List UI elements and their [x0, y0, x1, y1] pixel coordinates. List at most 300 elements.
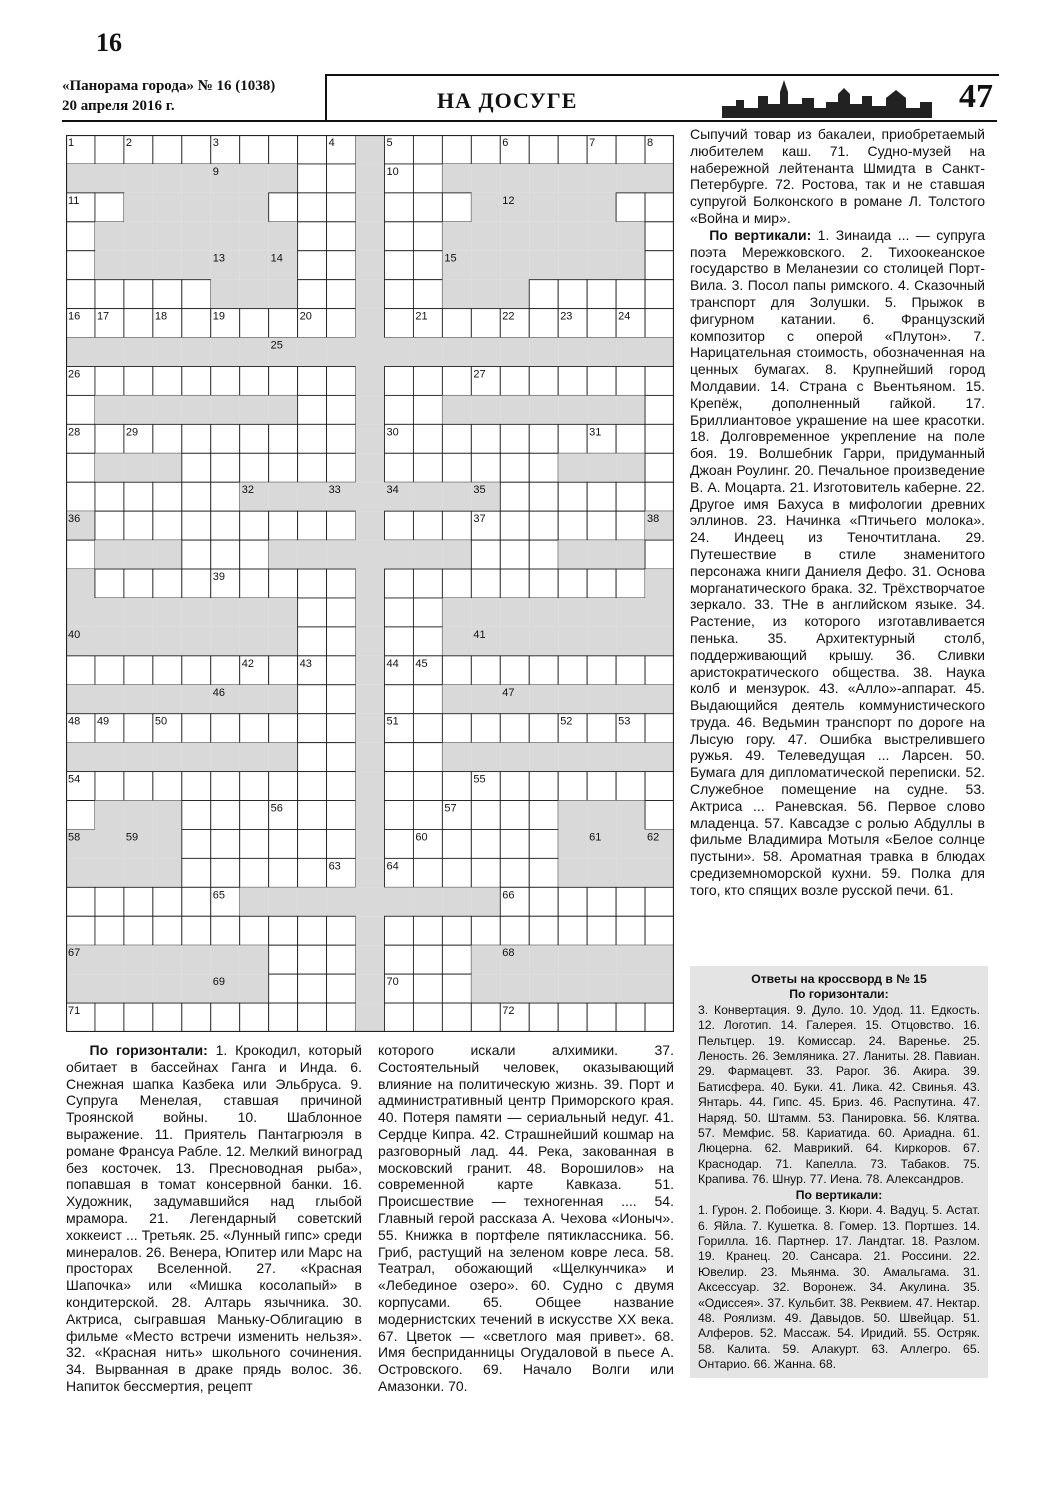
crossword-cell[interactable] [645, 309, 674, 338]
crossword-cell[interactable] [327, 1003, 356, 1032]
crossword-cell[interactable] [269, 511, 298, 540]
crossword-cell[interactable] [124, 511, 153, 540]
crossword-cell[interactable] [95, 772, 124, 801]
crossword-cell[interactable] [500, 511, 529, 540]
crossword-cell[interactable] [442, 1003, 471, 1032]
crossword-cell[interactable] [384, 627, 413, 656]
crossword-cell[interactable] [384, 801, 413, 830]
crossword-cell[interactable] [240, 424, 269, 453]
crossword-cell[interactable] [182, 424, 211, 453]
crossword-cell[interactable] [529, 424, 558, 453]
crossword-cell[interactable] [182, 280, 211, 309]
crossword-cell[interactable] [645, 916, 674, 945]
crossword-cell[interactable] [298, 685, 327, 714]
crossword-cell[interactable] [442, 511, 471, 540]
crossword-cell[interactable] [645, 714, 674, 743]
crossword-cell[interactable] [95, 887, 124, 916]
crossword-cell[interactable] [66, 395, 95, 424]
crossword-cell[interactable] [442, 656, 471, 685]
crossword-cell[interactable] [66, 540, 95, 569]
crossword-cell[interactable] [269, 974, 298, 1003]
crossword-cell[interactable] [413, 598, 442, 627]
crossword-cell[interactable] [124, 569, 153, 598]
crossword-cell[interactable] [500, 772, 529, 801]
crossword-cell[interactable] [211, 540, 240, 569]
crossword-cell[interactable] [211, 772, 240, 801]
crossword-cell[interactable] [587, 569, 616, 598]
crossword-cell[interactable] [95, 280, 124, 309]
crossword-cell[interactable] [442, 772, 471, 801]
crossword-cell[interactable] [384, 511, 413, 540]
crossword-cell[interactable] [298, 801, 327, 830]
crossword-cell[interactable] [500, 569, 529, 598]
crossword-cell[interactable] [587, 280, 616, 309]
crossword-cell[interactable] [66, 887, 95, 916]
crossword-cell[interactable] [558, 511, 587, 540]
crossword-cell[interactable] [327, 164, 356, 193]
crossword-cell[interactable] [384, 222, 413, 251]
crossword-cell[interactable] [182, 1003, 211, 1032]
crossword-cell[interactable] [327, 424, 356, 453]
crossword-cell[interactable] [442, 945, 471, 974]
crossword-cell[interactable] [471, 801, 500, 830]
crossword-cell[interactable] [529, 482, 558, 511]
crossword-cell[interactable] [298, 251, 327, 280]
crossword-cell[interactable] [182, 135, 211, 164]
crossword-cell[interactable] [442, 974, 471, 1003]
crossword-cell[interactable] [298, 974, 327, 1003]
crossword-cell[interactable] [645, 801, 674, 830]
crossword-cell[interactable] [529, 569, 558, 598]
crossword-cell[interactable] [384, 569, 413, 598]
crossword-cell[interactable] [298, 569, 327, 598]
crossword-cell[interactable] [558, 887, 587, 916]
crossword-cell[interactable] [442, 193, 471, 222]
crossword-cell[interactable] [645, 482, 674, 511]
crossword-cell[interactable] [298, 222, 327, 251]
crossword-cell[interactable] [645, 366, 674, 395]
crossword-cell[interactable] [442, 858, 471, 887]
crossword-cell[interactable] [384, 453, 413, 482]
crossword-cell[interactable] [587, 714, 616, 743]
crossword-cell[interactable] [442, 916, 471, 945]
crossword-cell[interactable] [240, 829, 269, 858]
crossword-cell[interactable] [269, 1003, 298, 1032]
crossword-cell[interactable] [153, 569, 182, 598]
crossword-cell[interactable] [182, 714, 211, 743]
crossword-cell[interactable] [500, 656, 529, 685]
crossword-cell[interactable] [558, 366, 587, 395]
crossword-cell[interactable] [124, 772, 153, 801]
crossword-cell[interactable] [211, 829, 240, 858]
crossword-cell[interactable] [616, 569, 645, 598]
crossword-cell[interactable] [645, 280, 674, 309]
crossword-cell[interactable] [413, 772, 442, 801]
crossword-cell[interactable] [384, 193, 413, 222]
crossword-cell[interactable] [616, 1003, 645, 1032]
crossword-cell[interactable] [269, 366, 298, 395]
crossword-cell[interactable] [587, 1003, 616, 1032]
crossword-cell[interactable] [413, 135, 442, 164]
crossword-cell[interactable] [298, 424, 327, 453]
crossword-cell[interactable] [327, 685, 356, 714]
crossword-cell[interactable] [124, 656, 153, 685]
crossword-cell[interactable] [645, 656, 674, 685]
crossword-cell[interactable] [500, 540, 529, 569]
crossword-cell[interactable] [413, 453, 442, 482]
crossword-cell[interactable] [587, 887, 616, 916]
crossword-cell[interactable] [529, 453, 558, 482]
crossword-cell[interactable] [327, 251, 356, 280]
crossword-cell[interactable] [182, 309, 211, 338]
crossword-cell[interactable] [413, 858, 442, 887]
crossword-cell[interactable] [500, 453, 529, 482]
crossword-cell[interactable] [240, 916, 269, 945]
crossword-cell[interactable] [182, 887, 211, 916]
crossword-cell[interactable] [442, 424, 471, 453]
crossword-cell[interactable] [587, 656, 616, 685]
crossword-cell[interactable] [269, 135, 298, 164]
crossword-cell[interactable] [500, 714, 529, 743]
crossword-cell[interactable] [124, 309, 153, 338]
crossword-cell[interactable] [616, 511, 645, 540]
crossword-cell[interactable] [182, 453, 211, 482]
crossword-cell[interactable] [413, 424, 442, 453]
crossword-cell[interactable] [413, 395, 442, 424]
crossword-cell[interactable] [298, 1003, 327, 1032]
crossword-cell[interactable] [616, 772, 645, 801]
crossword-cell[interactable] [269, 829, 298, 858]
crossword-cell[interactable] [471, 135, 500, 164]
crossword-cell[interactable] [269, 424, 298, 453]
crossword-cell[interactable] [500, 424, 529, 453]
crossword-cell[interactable] [529, 656, 558, 685]
crossword-cell[interactable] [645, 193, 674, 222]
crossword-cell[interactable] [182, 772, 211, 801]
crossword-cell[interactable] [529, 366, 558, 395]
crossword-cell[interactable] [95, 193, 124, 222]
crossword-cell[interactable] [384, 772, 413, 801]
crossword-cell[interactable] [529, 858, 558, 887]
crossword-cell[interactable] [558, 280, 587, 309]
crossword-cell[interactable] [240, 714, 269, 743]
crossword-cell[interactable] [182, 858, 211, 887]
crossword-cell[interactable] [240, 772, 269, 801]
crossword-cell[interactable] [269, 945, 298, 974]
crossword-cell[interactable] [124, 887, 153, 916]
crossword-cell[interactable] [500, 366, 529, 395]
crossword-cell[interactable] [240, 569, 269, 598]
crossword-cell[interactable] [298, 829, 327, 858]
crossword-cell[interactable] [529, 1003, 558, 1032]
crossword-cell[interactable] [95, 916, 124, 945]
crossword-cell[interactable] [95, 482, 124, 511]
crossword-cell[interactable] [616, 366, 645, 395]
crossword-cell[interactable] [153, 135, 182, 164]
crossword-cell[interactable] [500, 801, 529, 830]
crossword-cell[interactable] [153, 482, 182, 511]
crossword-cell[interactable] [413, 251, 442, 280]
crossword-cell[interactable] [413, 801, 442, 830]
crossword-cell[interactable] [500, 482, 529, 511]
crossword-cell[interactable] [211, 801, 240, 830]
crossword-cell[interactable] [384, 395, 413, 424]
crossword-cell[interactable] [327, 453, 356, 482]
crossword-cell[interactable] [269, 453, 298, 482]
crossword-cell[interactable] [182, 482, 211, 511]
crossword-cell[interactable] [153, 424, 182, 453]
crossword-cell[interactable] [587, 309, 616, 338]
crossword-cell[interactable] [124, 916, 153, 945]
crossword-cell[interactable] [384, 916, 413, 945]
crossword-cell[interactable] [95, 569, 124, 598]
crossword-cell[interactable] [327, 627, 356, 656]
crossword-cell[interactable] [384, 945, 413, 974]
crossword-cell[interactable] [645, 1003, 674, 1032]
crossword-cell[interactable] [298, 135, 327, 164]
crossword-cell[interactable] [413, 366, 442, 395]
crossword-cell[interactable] [413, 974, 442, 1003]
crossword-cell[interactable] [413, 1003, 442, 1032]
crossword-cell[interactable] [298, 395, 327, 424]
crossword-cell[interactable] [558, 656, 587, 685]
crossword-cell[interactable] [558, 916, 587, 945]
crossword-cell[interactable] [413, 511, 442, 540]
crossword-cell[interactable] [471, 916, 500, 945]
crossword-cell[interactable] [211, 511, 240, 540]
crossword-cell[interactable] [298, 916, 327, 945]
crossword-cell[interactable] [327, 598, 356, 627]
crossword-cell[interactable] [384, 598, 413, 627]
crossword-cell[interactable] [298, 280, 327, 309]
crossword-cell[interactable] [327, 829, 356, 858]
crossword-cell[interactable] [529, 714, 558, 743]
crossword-cell[interactable] [153, 366, 182, 395]
crossword-cell[interactable] [66, 482, 95, 511]
crossword-cell[interactable] [529, 540, 558, 569]
crossword-cell[interactable] [327, 309, 356, 338]
crossword-cell[interactable] [269, 309, 298, 338]
crossword-cell[interactable] [327, 801, 356, 830]
crossword-cell[interactable] [529, 829, 558, 858]
crossword-cell[interactable] [442, 453, 471, 482]
crossword-cell[interactable] [298, 453, 327, 482]
crossword-cell[interactable] [384, 829, 413, 858]
crossword-cell[interactable] [442, 714, 471, 743]
crossword-cell[interactable] [298, 627, 327, 656]
crossword-cell[interactable] [66, 801, 95, 830]
crossword-cell[interactable] [616, 916, 645, 945]
crossword-cell[interactable] [298, 164, 327, 193]
crossword-cell[interactable] [211, 482, 240, 511]
crossword-cell[interactable] [269, 656, 298, 685]
crossword-cell[interactable] [211, 453, 240, 482]
crossword-cell[interactable] [413, 193, 442, 222]
crossword-cell[interactable] [529, 511, 558, 540]
crossword-cell[interactable] [298, 193, 327, 222]
crossword-cell[interactable] [616, 193, 645, 222]
crossword-cell[interactable] [211, 656, 240, 685]
crossword-cell[interactable] [269, 916, 298, 945]
crossword-cell[interactable] [298, 945, 327, 974]
crossword-cell[interactable] [182, 366, 211, 395]
crossword-cell[interactable] [298, 511, 327, 540]
crossword-cell[interactable] [298, 858, 327, 887]
crossword-cell[interactable] [182, 569, 211, 598]
crossword-cell[interactable] [95, 366, 124, 395]
crossword-cell[interactable] [211, 1003, 240, 1032]
crossword-cell[interactable] [240, 135, 269, 164]
crossword-cell[interactable] [645, 222, 674, 251]
crossword-cell[interactable] [587, 511, 616, 540]
crossword-cell[interactable] [471, 656, 500, 685]
crossword-cell[interactable] [124, 366, 153, 395]
crossword-cell[interactable] [298, 772, 327, 801]
crossword-cell[interactable] [471, 424, 500, 453]
crossword-cell[interactable] [529, 772, 558, 801]
crossword-cell[interactable] [529, 887, 558, 916]
crossword-cell[interactable] [327, 772, 356, 801]
crossword-cell[interactable] [240, 453, 269, 482]
crossword-cell[interactable] [269, 193, 298, 222]
crossword-cell[interactable] [529, 309, 558, 338]
crossword-cell[interactable] [153, 1003, 182, 1032]
crossword-cell[interactable] [645, 395, 674, 424]
crossword-cell[interactable] [211, 714, 240, 743]
crossword-cell[interactable] [240, 801, 269, 830]
crossword-cell[interactable] [558, 569, 587, 598]
crossword-cell[interactable] [616, 280, 645, 309]
crossword-cell[interactable] [413, 685, 442, 714]
crossword-cell[interactable] [384, 280, 413, 309]
crossword-cell[interactable] [529, 280, 558, 309]
crossword-cell[interactable] [413, 222, 442, 251]
crossword-cell[interactable] [529, 916, 558, 945]
crossword-cell[interactable] [558, 772, 587, 801]
crossword-cell[interactable] [182, 511, 211, 540]
crossword-cell[interactable] [298, 743, 327, 772]
crossword-cell[interactable] [413, 627, 442, 656]
crossword-cell[interactable] [124, 280, 153, 309]
crossword-cell[interactable] [645, 887, 674, 916]
crossword-cell[interactable] [124, 482, 153, 511]
crossword-cell[interactable] [182, 829, 211, 858]
crossword-cell[interactable] [211, 424, 240, 453]
crossword-cell[interactable] [182, 916, 211, 945]
crossword-cell[interactable] [327, 193, 356, 222]
crossword-cell[interactable] [298, 714, 327, 743]
crossword-cell[interactable] [384, 309, 413, 338]
crossword-cell[interactable] [645, 540, 674, 569]
crossword-cell[interactable] [413, 945, 442, 974]
crossword-cell[interactable] [66, 251, 95, 280]
crossword-cell[interactable] [471, 858, 500, 887]
crossword-cell[interactable] [124, 714, 153, 743]
crossword-cell[interactable] [529, 801, 558, 830]
crossword-cell[interactable] [384, 1003, 413, 1032]
crossword-cell[interactable] [616, 482, 645, 511]
crossword-cell[interactable] [95, 511, 124, 540]
crossword-cell[interactable] [413, 916, 442, 945]
crossword-cell[interactable] [153, 656, 182, 685]
crossword-cell[interactable] [240, 511, 269, 540]
crossword-cell[interactable] [471, 829, 500, 858]
crossword-cell[interactable] [211, 858, 240, 887]
crossword-cell[interactable] [471, 1003, 500, 1032]
crossword-cell[interactable] [413, 714, 442, 743]
crossword-cell[interactable] [153, 511, 182, 540]
crossword-cell[interactable] [471, 453, 500, 482]
crossword-cell[interactable] [327, 916, 356, 945]
crossword-cell[interactable] [269, 858, 298, 887]
crossword-cell[interactable] [298, 366, 327, 395]
crossword-cell[interactable] [616, 424, 645, 453]
crossword-cell[interactable] [442, 829, 471, 858]
crossword-cell[interactable] [616, 887, 645, 916]
crossword-cell[interactable] [66, 280, 95, 309]
crossword-cell[interactable] [153, 772, 182, 801]
crossword-cell[interactable] [413, 280, 442, 309]
crossword-cell[interactable] [327, 945, 356, 974]
crossword-cell[interactable] [471, 569, 500, 598]
crossword-cell[interactable] [327, 974, 356, 1003]
crossword-cell[interactable] [616, 135, 645, 164]
crossword-cell[interactable] [616, 656, 645, 685]
crossword-cell[interactable] [471, 309, 500, 338]
crossword-cell[interactable] [66, 916, 95, 945]
crossword-cell[interactable] [587, 772, 616, 801]
crossword-cell[interactable] [327, 280, 356, 309]
crossword-cell[interactable] [66, 222, 95, 251]
crossword-cell[interactable] [529, 135, 558, 164]
crossword-cell[interactable] [645, 772, 674, 801]
crossword-cell[interactable] [124, 1003, 153, 1032]
crossword-cell[interactable] [384, 743, 413, 772]
crossword-cell[interactable] [413, 743, 442, 772]
crossword-cell[interactable] [182, 801, 211, 830]
crossword-cell[interactable] [327, 714, 356, 743]
crossword-cell[interactable] [95, 656, 124, 685]
crossword-cell[interactable] [182, 656, 211, 685]
crossword-cell[interactable] [558, 135, 587, 164]
crossword-cell[interactable] [66, 656, 95, 685]
crossword-cell[interactable] [558, 1003, 587, 1032]
crossword-cell[interactable] [413, 164, 442, 193]
crossword-cell[interactable] [211, 916, 240, 945]
crossword-cell[interactable] [442, 366, 471, 395]
crossword-cell[interactable] [442, 569, 471, 598]
crossword-cell[interactable] [413, 569, 442, 598]
crossword-cell[interactable] [645, 424, 674, 453]
crossword-cell[interactable] [66, 453, 95, 482]
crossword-cell[interactable] [471, 540, 500, 569]
crossword-cell[interactable] [327, 743, 356, 772]
crossword-cell[interactable] [269, 772, 298, 801]
crossword-cell[interactable] [153, 280, 182, 309]
crossword-cell[interactable] [153, 887, 182, 916]
crossword-cell[interactable] [442, 135, 471, 164]
crossword-cell[interactable] [240, 540, 269, 569]
crossword-cell[interactable] [471, 714, 500, 743]
crossword-cell[interactable] [587, 482, 616, 511]
crossword-cell[interactable] [269, 714, 298, 743]
crossword-cell[interactable] [645, 251, 674, 280]
crossword-cell[interactable] [558, 482, 587, 511]
crossword-cell[interactable] [442, 309, 471, 338]
crossword-cell[interactable] [298, 598, 327, 627]
crossword-cell[interactable] [327, 656, 356, 685]
crossword-cell[interactable] [95, 135, 124, 164]
